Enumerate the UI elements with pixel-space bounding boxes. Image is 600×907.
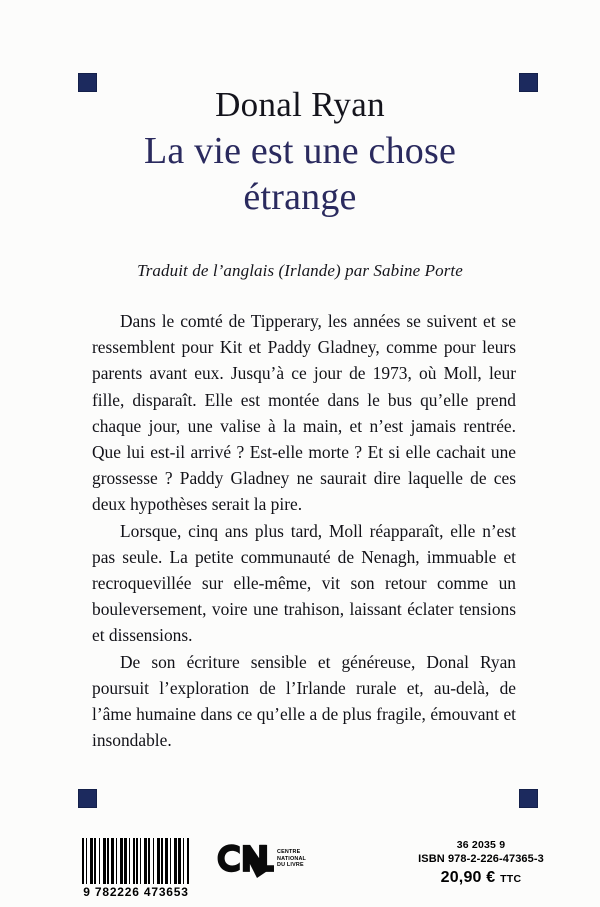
book-title bbox=[0, 128, 600, 220]
book-title-line-1: La vie est une chose bbox=[143, 130, 457, 172]
author-name: Donal Ryan bbox=[215, 85, 385, 124]
title-block bbox=[0, 83, 600, 220]
blurb-paragraph: Lorsque, cinq ans plus tard, Moll réapparaît, elle n’est pas seule. La petite communauté de Nenagh, immuable et recroquevillée sur elle-même, vit son retour comme un bouleversement, voire une trahison, laissant éclater tensions et dissensions. bbox=[92, 520, 516, 646]
cover-footer bbox=[0, 830, 600, 907]
cnl-logo bbox=[212, 840, 306, 884]
book-title-line-2: étrange bbox=[243, 176, 357, 218]
price-block bbox=[386, 838, 576, 887]
cnl-text-line-3: DU LIVRE bbox=[277, 862, 304, 869]
blurb-text bbox=[92, 308, 516, 753]
price-amount: 20,90 € bbox=[440, 869, 496, 886]
reference-code: 36 2035 9 bbox=[456, 839, 506, 851]
barcode-bars-icon bbox=[82, 838, 190, 884]
cnl-mark-icon bbox=[212, 840, 274, 884]
barcode bbox=[82, 838, 190, 899]
cnl-text-line-2: NATIONAL bbox=[277, 855, 307, 862]
decorative-square-bottom-left bbox=[78, 789, 97, 808]
blurb-paragraph: De son écriture sensible et généreuse, Donal Ryan poursuit l’exploration de l’Irlande rurale et, au-delà, de l’âme humaine dans ce qu’elle a de plus fragile, émouvant et insondable. bbox=[92, 651, 516, 751]
blurb-paragraph: Dans le comté de Tipperary, les années se suivent et se ressemblent pour Kit et Paddy Gladney, comme pour leurs parents avant eux. Jusqu’à ce jour de 1973, où Moll, leur fille, disparaît. Elle est montée dans le bus qu’elle prend chaque jour, une valise à la main, et n’est jamais rentrée. Que lui est-il arrivé ? Est-elle morte ? Et si elle cachait une grossesse ? Paddy Gladney ne saurait dire laquelle de ces deux hypothèses serait la pire. bbox=[92, 311, 516, 515]
price-line bbox=[386, 869, 576, 887]
decorative-square-bottom-right bbox=[519, 789, 538, 808]
isbn-code: ISBN 978-2-226-47365-3 bbox=[418, 853, 544, 865]
price-suffix: TTC bbox=[500, 873, 522, 885]
translator-credit: Traduit de l’anglais (Irlande) par Sabine Porte bbox=[137, 261, 463, 280]
cnl-logo-text bbox=[277, 849, 306, 869]
cnl-text-line-1: CENTRE bbox=[277, 849, 301, 855]
barcode-digits: 9 782226 473653 bbox=[83, 885, 189, 899]
